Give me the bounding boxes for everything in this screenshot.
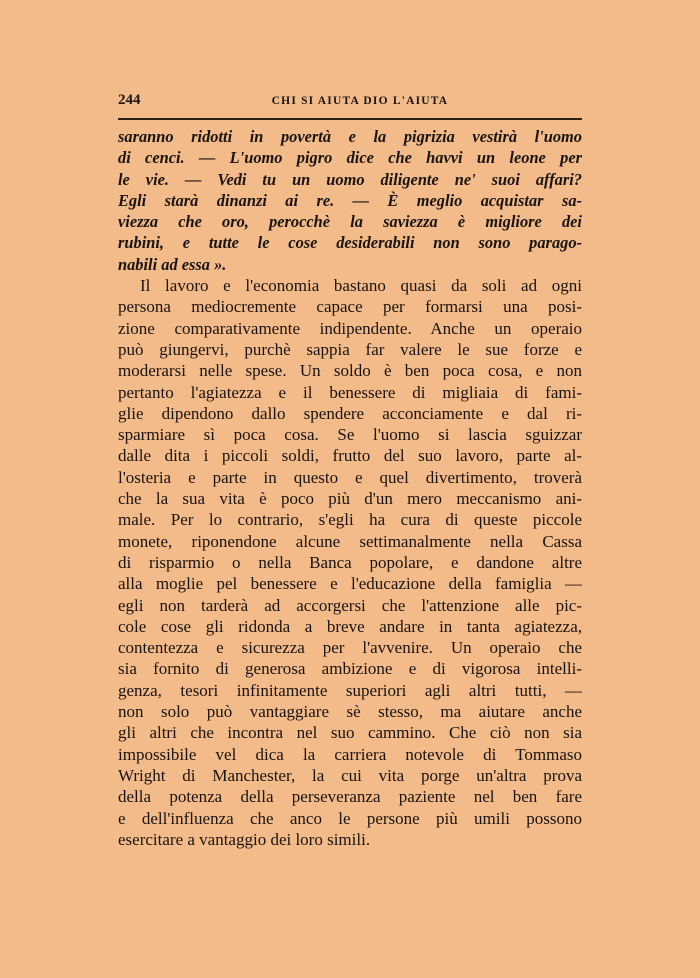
body-line: zione comparativamente indipendente. Anche un operaio [118, 318, 582, 338]
body-line: monete, riponendone alcune settimanalmente nella Cassa [118, 531, 582, 551]
quote-line: Egli starà dinanzi ai re. — È meglio acquistar sa- [118, 190, 582, 210]
body-line: Il lavoro e l'economia bastano quasi da soli ad ogni [140, 276, 582, 296]
body-line: gli altri che incontra nel suo cammino. Che ciò non sia [118, 723, 582, 743]
body-line: moderarsi nelle spese. Un soldo è ben poca cosa, e non [118, 361, 582, 381]
quote-line: viezza che oro, perocchè la saviezza è migliore dei [118, 212, 582, 232]
body-line: male. Per lo contrario, s'egli ha cura di queste piccole [118, 510, 582, 530]
body-line: cole cose gli ridonda a breve andare in tanta agiatezza, [118, 616, 582, 636]
body-line: che la sua vita è poco più d'un mero meccanismo ani- [118, 489, 582, 509]
quote-line: le vie. — Vedi tu un uomo diligente ne' suoi affari? [118, 169, 582, 189]
book-page [118, 92, 582, 850]
body-line: dalle dita i piccoli soldi, frutto del suo lavoro, parte al- [118, 446, 582, 466]
body-line: di risparmio o nella Banca popolare, e dandone altre [118, 552, 582, 572]
body-line: genza, tesori infinitamente superiori agli altri tutti, — [118, 680, 582, 700]
quote-line: nabili ad essa ». [118, 254, 227, 274]
body-line: può giungervi, purchè sappia far valere le sue forze e [118, 339, 582, 359]
body-line: non solo può vantaggiare sè stesso, ma aiutare anche [118, 702, 582, 722]
body-line: Wright di Manchester, la cui vita porge un'altra prova [118, 765, 582, 785]
body-line: della potenza della perseveranza paziente nel ben fare [118, 787, 582, 807]
body-line: pertanto l'agiatezza e il benessere di migliaia di fami- [118, 382, 582, 402]
body-line: alla moglie pel benessere e l'educazione della famiglia — [118, 574, 582, 594]
body-line: glie dipendono dallo spendere acconciamente e dal ri- [118, 403, 582, 423]
body-line: esercitare a vantaggio dei loro simili. [118, 829, 371, 849]
quote-line: saranno ridotti in povertà e la pigrizia vestirà l'uomo [118, 127, 582, 146]
body-paragraph [118, 275, 582, 850]
body-line: egli non tarderà ad accorgersi che l'attenzione alle pic- [118, 595, 582, 615]
body-line: sparmiare sì poca cosa. Se l'uomo si lascia sguizzar [118, 425, 582, 445]
body-line: sia fornito di generosa ambizione e di vigorosa intelli- [118, 659, 582, 679]
header-rule [118, 118, 582, 120]
body-line: e dell'influenza che anco le persone più umili possono [118, 808, 582, 828]
body-line: impossibile vel dica la carriera notevole di Tommaso [118, 744, 582, 764]
running-title: CHI SI AIUTA DIO L'AIUTA [271, 95, 449, 107]
body-line: l'osteria e parte in questo e quel divertimento, troverà [118, 467, 582, 487]
page-number: 244 [118, 92, 141, 108]
page-header [118, 92, 582, 116]
quotation-block [118, 126, 582, 275]
quote-line: rubini, e tutte le cose desiderabili non sono parago- [118, 233, 582, 253]
quote-line: di cenci. — L'uomo pigro dice che havvi un leone per [118, 148, 582, 168]
body-line: persona mediocremente capace per formarsi una posi- [118, 297, 582, 317]
body-line: contentezza e sicurezza per l'avvenire. Un operaio che [118, 638, 582, 658]
